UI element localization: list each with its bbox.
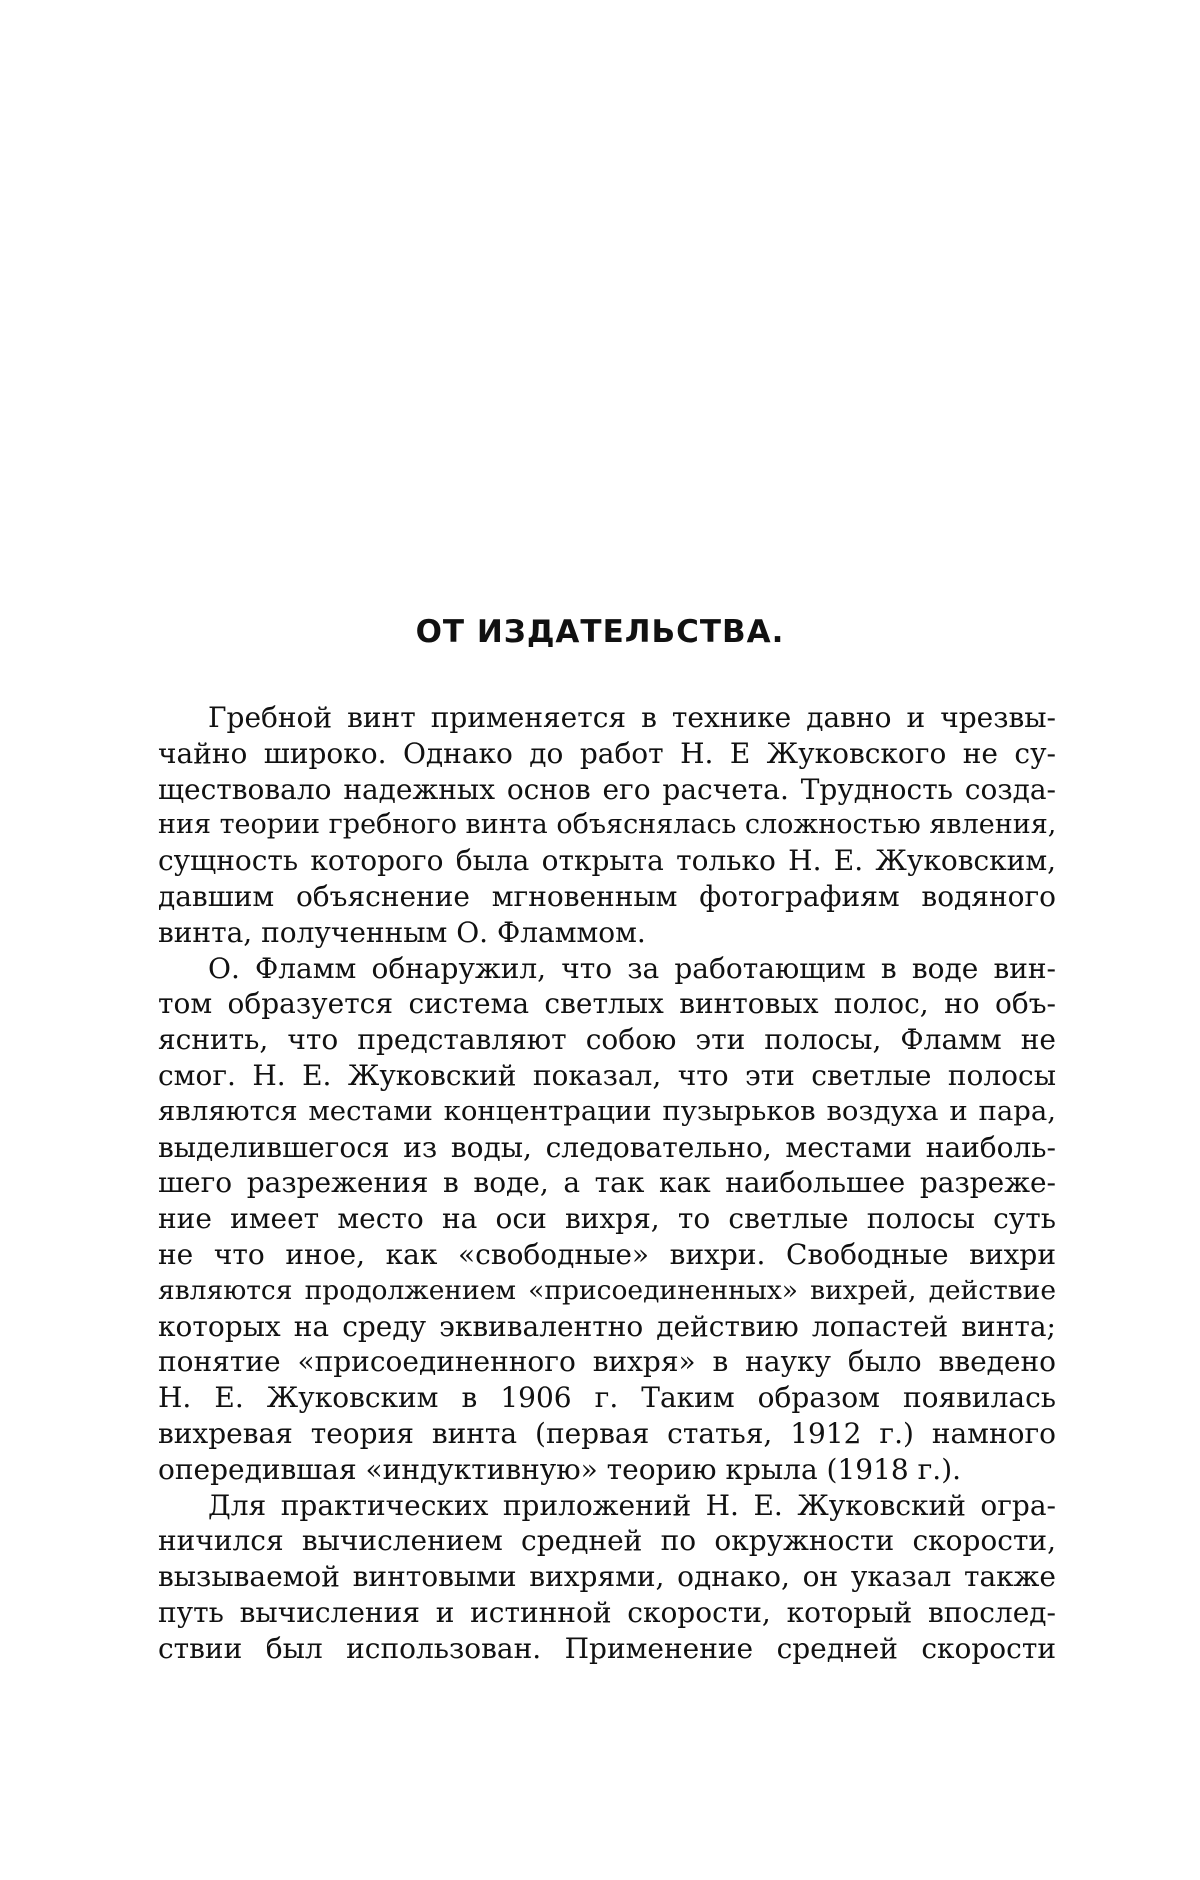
page xyxy=(0,0,1200,1880)
text-line: понятие «присоединенного вихря» в науку было введено xyxy=(158,1344,1056,1380)
text-line: ствии был использован. Применение средней скорости xyxy=(158,1631,1056,1667)
text-line: яснить, что представляют собою эти полосы, Фламм не xyxy=(158,1022,1056,1058)
text-line: вызываемой винтовыми вихрями, однако, он указал также xyxy=(158,1559,1056,1595)
text-line: которых на среду эквивалентно действию лопастей винта; xyxy=(158,1309,1056,1345)
body-text xyxy=(158,700,1056,1667)
text-line: ществовало надежных основ его расчета. Трудность созда- xyxy=(158,772,1056,808)
text-line: Для практических приложений Н. Е. Жуковский огра- xyxy=(158,1488,1056,1524)
text-line: опередившая «индуктивную» теорию крыла (1918 г.). xyxy=(158,1452,1056,1488)
text-line: винта, полученным О. Фламмом. xyxy=(158,915,1056,951)
text-line: путь вычисления и истинной скорости, который впослед- xyxy=(158,1595,1056,1631)
text-line: шего разрежения в воде, а так как наибольшее разреже- xyxy=(158,1165,1056,1201)
text-line: Н. Е. Жуковским в 1906 г. Таким образом появилась xyxy=(158,1380,1056,1416)
section-heading: ОТ ИЗДАТЕЛЬСТВА. xyxy=(0,612,1200,652)
text-line: Гребной винт применяется в технике давно и чрезвы- xyxy=(158,700,1056,736)
text-line: не что иное, как «свободные» вихри. Свободные вихри xyxy=(158,1237,1056,1273)
text-line: чайно широко. Однако до работ Н. Е Жуковского не су- xyxy=(158,736,1056,772)
text-line: О. Фламм обнаружил, что за работающим в воде вин- xyxy=(158,951,1056,987)
text-line: ничился вычислением средней по окружности скорости, xyxy=(158,1523,1056,1559)
text-line: вихревая теория винта (первая статья, 1912 г.) намного xyxy=(158,1416,1056,1452)
text-line: выделившегося из воды, следовательно, местами наиболь- xyxy=(158,1130,1056,1166)
text-line: ние имеет место на оси вихря, то светлые полосы суть xyxy=(158,1201,1056,1237)
text-line: являются местами концентрации пузырьков воздуха и пара, xyxy=(158,1094,1056,1130)
text-line: том образуется система светлых винтовых полос, но объ- xyxy=(158,986,1056,1022)
text-line: смог. Н. Е. Жуковский показал, что эти светлые полосы xyxy=(158,1058,1056,1094)
text-line: ния теории гребного винта объяснялась сложностью явления, xyxy=(158,807,1056,843)
text-line: давшим объяснение мгновенным фотографиям водяного xyxy=(158,879,1056,915)
text-line: являются продолжением «присоединенных» вихрей, действие xyxy=(158,1273,1056,1309)
text-line: сущность которого была открыта только Н. Е. Жуковским, xyxy=(158,843,1056,879)
